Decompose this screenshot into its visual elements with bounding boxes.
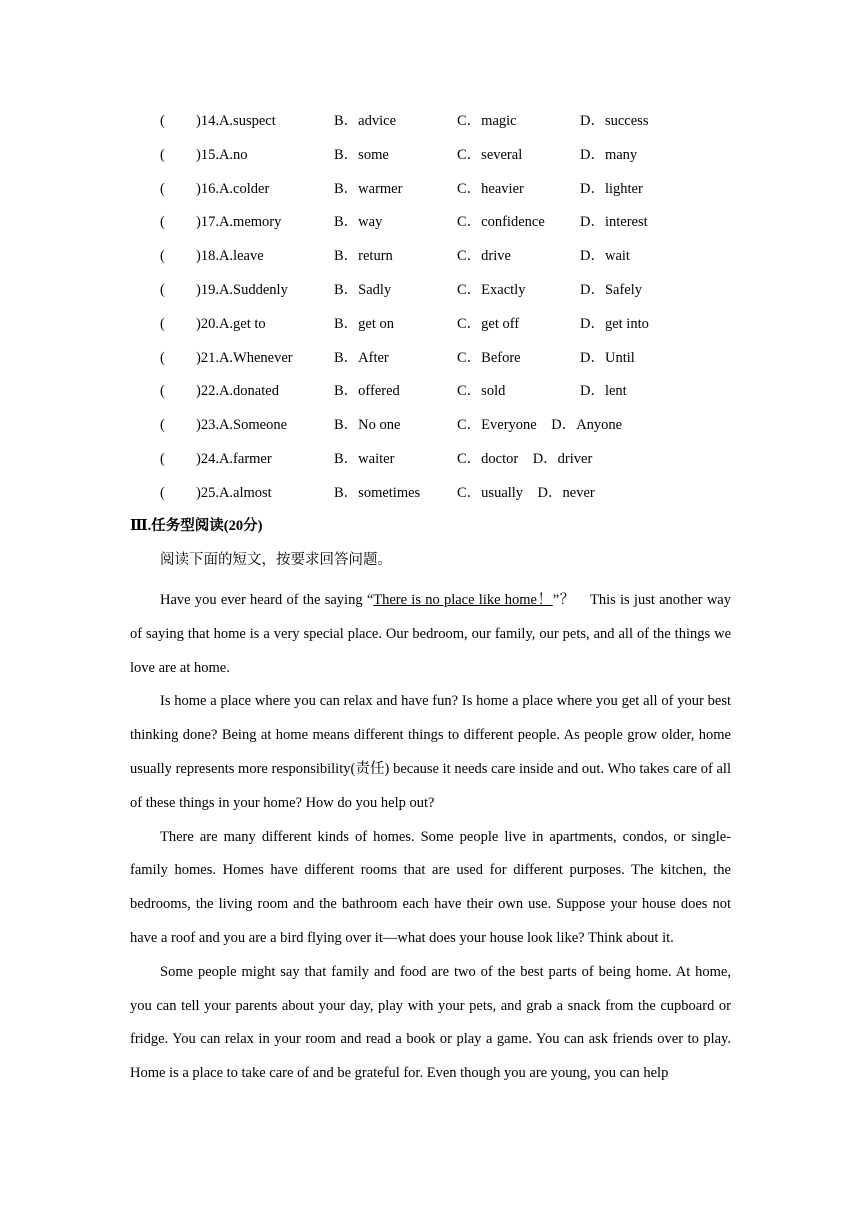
option-b: B．way bbox=[334, 214, 383, 231]
option-d: D．wait bbox=[580, 248, 630, 265]
option-c-d: C．doctor D．driver bbox=[457, 450, 593, 467]
option-a: )19.A.Suddenly bbox=[196, 281, 288, 298]
option-d: D．lighter bbox=[580, 180, 643, 197]
paragraph-1-rest: ”？ This is just another way of saying that home is a very special place. Our bedroom, our family, our pets, and all of the things we love are at home. bbox=[130, 592, 731, 676]
option-d: D．lent bbox=[580, 383, 627, 400]
option-d: D．get into bbox=[580, 315, 649, 332]
paragraph-1 bbox=[130, 584, 731, 685]
option-a: )23.A.Someone bbox=[196, 417, 288, 434]
option-a: )24.A.farmer bbox=[196, 450, 272, 467]
paragraph-1-start: Have you ever heard of the saying “ bbox=[160, 592, 374, 608]
paragraph-4: Some people might say that family and food are two of the best parts of being home. At home, you can tell your parents about your day, play with your pets, and grab a snack from the cupboard or fridge. You can relax in your room and read a book or play a game. You can ask friends over to play. Home is a place to take care of and be grateful for. Even though you are young, you can help bbox=[130, 963, 731, 1082]
option-a: )17.A.memory bbox=[196, 214, 282, 231]
option-a: )20.A.get to bbox=[196, 315, 266, 332]
answer-blank: ( bbox=[160, 349, 165, 366]
option-c-d: C．usually D．never bbox=[457, 484, 595, 501]
answer-blank: ( bbox=[160, 113, 165, 129]
section-instruction: 阅读下面的短文，按要求回答问题。 bbox=[160, 552, 392, 568]
answer-blank: ( bbox=[160, 417, 165, 434]
answer-blank: ( bbox=[160, 146, 165, 163]
option-a: )25.A.almost bbox=[196, 484, 272, 501]
option-a: )21.A.Whenever bbox=[196, 349, 293, 366]
option-d: D．success bbox=[580, 113, 649, 129]
section-heading: Ⅲ.任务型阅读(20分) bbox=[130, 518, 263, 534]
option-b: B．sometimes bbox=[334, 484, 421, 501]
option-a: )14.A.suspect bbox=[196, 113, 276, 129]
option-c: C．Before bbox=[457, 349, 521, 366]
option-b: B．No one bbox=[334, 417, 401, 434]
option-b: B．Sadly bbox=[334, 281, 392, 298]
answer-blank: ( bbox=[160, 180, 165, 197]
answer-blank: ( bbox=[160, 315, 165, 332]
reading-passage bbox=[130, 584, 731, 1091]
option-a: )22.A.donated bbox=[196, 383, 279, 400]
answer-blank: ( bbox=[160, 450, 165, 467]
option-c: C．sold bbox=[457, 383, 506, 400]
option-c: C．magic bbox=[457, 113, 517, 129]
option-b: B．advice bbox=[334, 113, 397, 129]
option-c: C．get off bbox=[457, 315, 520, 332]
paragraph-3: There are many different kinds of homes. Some people live in apartments, condos, or single-family homes. Homes have different rooms that are used for different purposes. The kitchen, the bedrooms, the living room and the bathroom each have their own use. Suppose your house does not have a roof and you are a bird flying over it—what does your house look like? Think about it. bbox=[130, 828, 731, 946]
option-c-d: C．Everyone D．Anyone bbox=[457, 417, 623, 434]
option-c: C．confidence bbox=[457, 214, 545, 231]
option-a: )18.A.leave bbox=[196, 248, 264, 265]
option-b: B．offered bbox=[334, 383, 400, 400]
option-d: D．interest bbox=[580, 214, 648, 231]
option-b: B．warmer bbox=[334, 180, 403, 197]
option-b: B．get on bbox=[334, 315, 395, 332]
answer-blank: ( bbox=[160, 484, 165, 501]
option-d: D．many bbox=[580, 146, 638, 163]
option-d: D．Until bbox=[580, 349, 635, 366]
quoted-saying: There is no place like home！ bbox=[373, 592, 553, 608]
option-c: C．drive bbox=[457, 248, 511, 265]
option-b: B．After bbox=[334, 349, 389, 366]
option-b: B．some bbox=[334, 146, 389, 163]
option-c: C．Exactly bbox=[457, 281, 526, 298]
answer-blank: ( bbox=[160, 214, 165, 231]
option-c: C．heavier bbox=[457, 180, 524, 197]
option-d: D．Safely bbox=[580, 281, 643, 298]
option-b: B．return bbox=[334, 248, 393, 265]
answer-blank: ( bbox=[160, 281, 165, 298]
answer-blank: ( bbox=[160, 383, 165, 400]
answer-blank: ( bbox=[160, 248, 165, 265]
option-a: )15.A.no bbox=[196, 146, 248, 163]
paragraph-2: Is home a place where you can relax and have fun? Is home a place where you get all of your best thinking done? Being at home means different things to different people. As people grow older, home usually represents more responsibility(责任) because it needs care inside and out. Who takes care of all of these things in your home? How do you help out? bbox=[130, 693, 731, 811]
option-c: C．several bbox=[457, 146, 523, 163]
option-b: B．waiter bbox=[334, 450, 395, 467]
option-a: )16.A.colder bbox=[196, 180, 270, 197]
